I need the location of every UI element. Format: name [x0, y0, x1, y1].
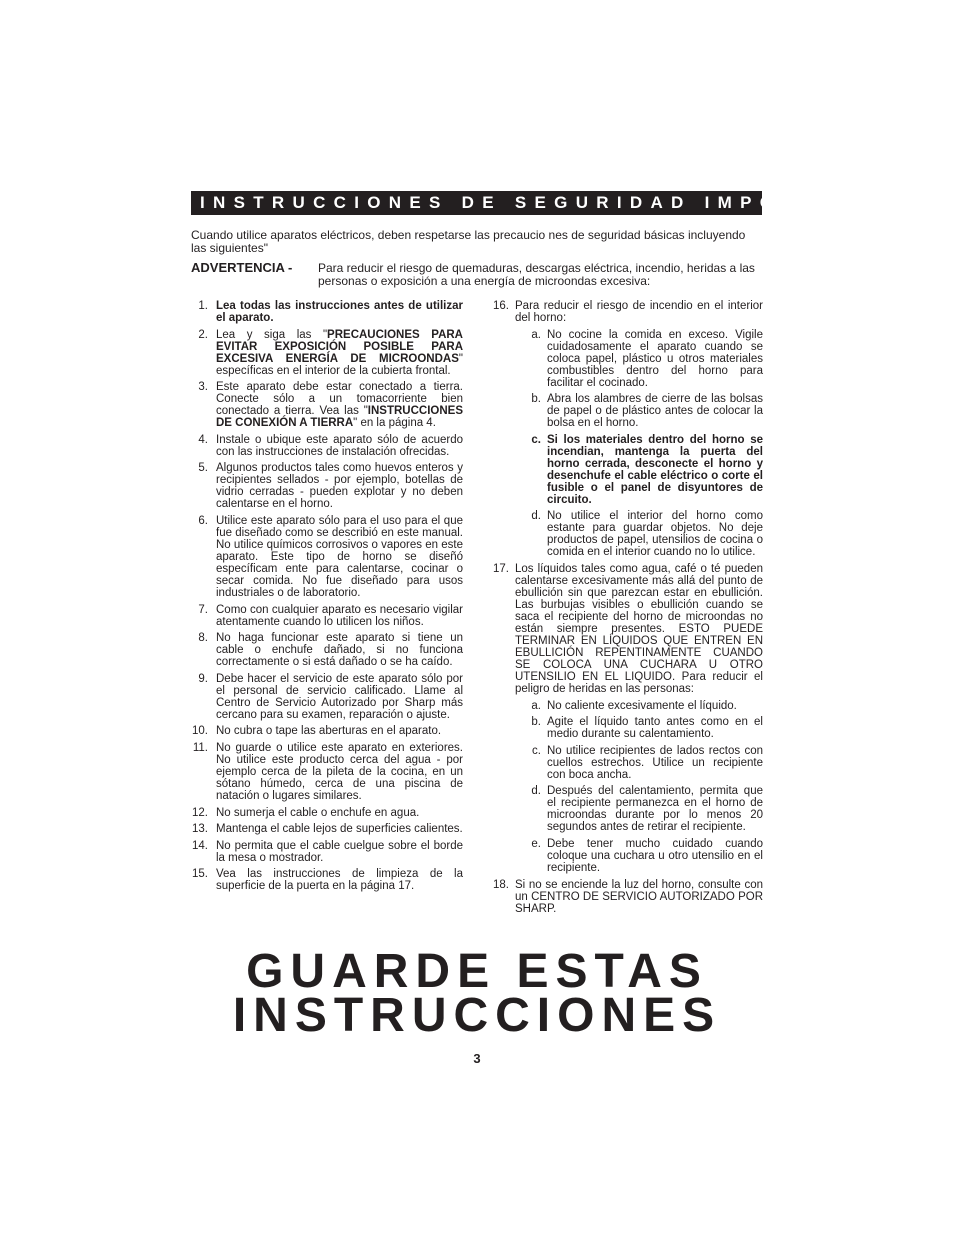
warning-text: Para reducir el riesgo de quemaduras, descargas eléctrica, incendio, heridas a las personas o exposición a una energía de microondas excesiva:: [318, 261, 755, 288]
item-number: 18.: [493, 878, 509, 891]
sub-item: [515, 393, 763, 429]
save-instructions-heading: [0, 945, 954, 1042]
sub-item: [515, 700, 763, 712]
sub-item-letter: e.: [531, 837, 541, 850]
sub-item-text: Después del calentamiento, permita que el recipiente permanezca en el horno de microondas durante por lo menos 20 segundos antes de retirar el recipiente.: [547, 785, 763, 834]
item-text: Mantenga el cable lejos de superficies calientes.: [216, 823, 463, 836]
item-text: " en la página 4.: [353, 417, 436, 430]
right-column: [487, 300, 763, 919]
item-number: 11.: [192, 741, 208, 754]
item-number: 1.: [198, 300, 208, 312]
list-item: [487, 879, 763, 915]
list-item: [191, 673, 463, 721]
list-item: [191, 381, 463, 429]
sub-item: [515, 434, 763, 506]
item-number: 2.: [198, 328, 208, 341]
sub-item: [515, 838, 763, 874]
list-item: [487, 563, 763, 874]
item-text: No sumerja el cable o enchufe en agua.: [216, 806, 420, 819]
list-item: [191, 515, 463, 599]
sub-item-letter: b.: [531, 393, 541, 406]
heading-line: INSTRUCCIONES: [232, 989, 722, 1042]
warning-label: ADVERTENCIA -: [191, 260, 293, 275]
sub-item-text: No caliente excesivamente el líquido.: [547, 699, 737, 712]
intro-paragraph: Cuando utilice aparatos eléctricos, deben respetarse las precaucio nes de seguridad básicas incluyendo las siguientes": [191, 228, 746, 255]
item-number: 6.: [198, 514, 208, 527]
item-text: No haga funcionar este aparato si tiene un cable o enchufe dañado, si no funciona correctamente o si está dañado o se ha caído.: [216, 632, 463, 669]
item-text: " específicas en el interior de la cubierta frontal.: [216, 352, 463, 377]
item-text: Como con cualquier aparato es necesario vigilar atentamente cuando lo utilicen los niños.: [216, 603, 463, 628]
item-text: Algunos productos tales como huevos enteros y recipientes sellados - por ejemplo, botellas de vidrio cerradas - pueden explotar y no deben calentarse en el horno.: [216, 462, 463, 511]
sub-item-letter: c.: [532, 744, 541, 757]
section-title: INSTRUCCIONES DE SEGURIDAD IMPORTANTES: [191, 191, 762, 215]
sub-item-letter: d.: [531, 510, 541, 523]
item-bold-text: INSTRUCCIONES DE CONEXIÓN A TIERRA: [216, 405, 463, 430]
sub-item-letter: a.: [531, 328, 541, 341]
list-item: [191, 632, 463, 668]
item-bold-text: Lea todas las instrucciones antes de utilizar el aparato.: [216, 300, 463, 324]
sub-item-text: Si los materiales dentro del horno se incendian, mantenga la puerta del horno cerrada, desconecte el horno y desenchufe el cable eléctrico o corte el fusible o el panel de disyuntores de circuito.: [547, 433, 763, 506]
page-number: 3: [473, 1051, 481, 1066]
list-item: [191, 742, 463, 802]
list-item: [191, 434, 463, 458]
item-number: 9.: [198, 672, 208, 685]
item-number: 8.: [198, 632, 208, 645]
item-number: 13.: [192, 823, 208, 836]
item-number: 5.: [198, 462, 208, 475]
left-column: [191, 300, 463, 897]
list-item: [191, 823, 463, 835]
list-item: [191, 725, 463, 737]
item-text: Lea y siga las ": [216, 328, 328, 341]
sub-item-text: No utilice recipientes de lados rectos con cuellos estrechos. Utilice un recipiente con boca ancha.: [547, 744, 763, 781]
sub-item-letter: b.: [531, 716, 541, 729]
sub-item-letter: d.: [531, 785, 541, 798]
sub-item-letter: c.: [531, 433, 541, 446]
list-item: [191, 807, 463, 819]
item-number: 3.: [198, 381, 208, 394]
item-text: Instale o ubique este aparato sólo de acuerdo con las instrucciones de instalación ofrecidas.: [216, 433, 463, 458]
item-text: Para reducir el riesgo de incendio en el interior del horno:: [515, 300, 763, 324]
item-text: No cubra o tape las aberturas en el aparato.: [216, 725, 442, 738]
sub-item-letter: a.: [531, 699, 541, 712]
sub-item: [515, 745, 763, 781]
sub-item: [515, 716, 763, 740]
item-number: 16.: [493, 300, 509, 312]
item-number: 17.: [493, 562, 509, 575]
list-item: [191, 300, 463, 324]
sub-item-text: Debe tener mucho cuidado cuando coloque una cuchara u otro utensilio en el recipiente.: [547, 837, 763, 874]
sub-item-text: No cocine la comida en exceso. Vigile cuidadosamente el aparato cuando se coloca papel, plástico u otros materiales combustibles dentro del horno para facilitar el cocinado.: [547, 328, 763, 389]
item-number: 12.: [192, 806, 208, 819]
list-item: [191, 329, 463, 377]
item-text: Los líquidos tales como agua, café o té pueden calentarse excesivamente más allá del punto de ebullición sin que parezcan estar en ebullición. Las burbujas visibles o ebullición cuando se saca el recipiente del horno de microondas no están siempre presentes. ESTO PUEDE TERMINAR EN LÍQUIDOS QUE ENTREN EN EBULLICIÓN REPENTINAMENTE CUANDO SE COLOCA UNA CUCHARA U OTRO UTENSILIO EN EL LIQUIDO. Para reducir el peligro de heridas en las personas:: [515, 562, 763, 695]
item-number: 15.: [192, 868, 208, 881]
item-number: 4.: [198, 433, 208, 446]
item-text: Si no se enciende la luz del horno, consulte con un CENTRO DE SERVICIO AUTORIZADO POR SHARP.: [515, 878, 763, 915]
list-item: [191, 462, 463, 510]
warning-block: [191, 262, 763, 287]
sub-item-text: No utilice el interior del horno como estante para guardar objetos. No deje productos de papel, utensilios de cocina o comida en el interior cuando no lo utilice.: [547, 510, 763, 559]
item-text: Utilice este aparato sólo para el uso para el que fue diseñado como se describió en este manual. No utilice químicos corrosivos o vapores en este aparato. Este tipo de horno se diseñó específicam ente para calentarse, cocinar o secar comida. No fue diseñado para usos industriales o de laboratorio.: [216, 514, 463, 599]
heading-line: GUARDE ESTAS: [246, 945, 708, 998]
item-text: No guarde o utilice este aparato en exteriores. No utilice este producto cerca del agua - por ejemplo cerca de la pileta de la cocina, en un sótano húmedo, cerca de una piscina de natación o lugares similares.: [216, 741, 463, 802]
sub-item: [515, 329, 763, 389]
item-bold-text: PRECAUCIONES PARA EVITAR EXPOSICIÓN POSIBLE PARA EXCESIVA ENERGÍA DE MICROONDAS: [216, 328, 463, 365]
list-item: [191, 604, 463, 628]
item-text: No permita que el cable cuelgue sobre el borde la mesa o mostrador.: [216, 839, 463, 864]
sub-item-text: Agite el líquido tanto antes como en el medio durante su calentamiento.: [547, 716, 763, 741]
list-item: [191, 840, 463, 864]
item-number: 7.: [198, 603, 208, 616]
sub-item-text: Abra los alambres de cierre de las bolsas de papel o de plástico antes de colocar la bolsa en el horno.: [547, 393, 763, 430]
list-item: [487, 300, 763, 558]
item-text: Debe hacer el servicio de este aparato sólo por el personal de servicio calificado. Llame al Centro de Servicio Autorizado por Sharp más cercano para su examen, reparación o ajuste.: [216, 672, 463, 721]
sub-item: [515, 510, 763, 558]
item-text: Este aparato debe estar conectado a tierra. Conecte sólo a un tomacorriente bien conectado a tierra. Vea las ": [216, 381, 463, 418]
item-number: 14.: [192, 839, 208, 852]
item-text: Vea las instrucciones de limpieza de la superficie de la puerta en la página 17.: [216, 868, 463, 893]
item-number: 10.: [192, 725, 208, 738]
sub-item: [515, 785, 763, 833]
list-item: [191, 868, 463, 892]
